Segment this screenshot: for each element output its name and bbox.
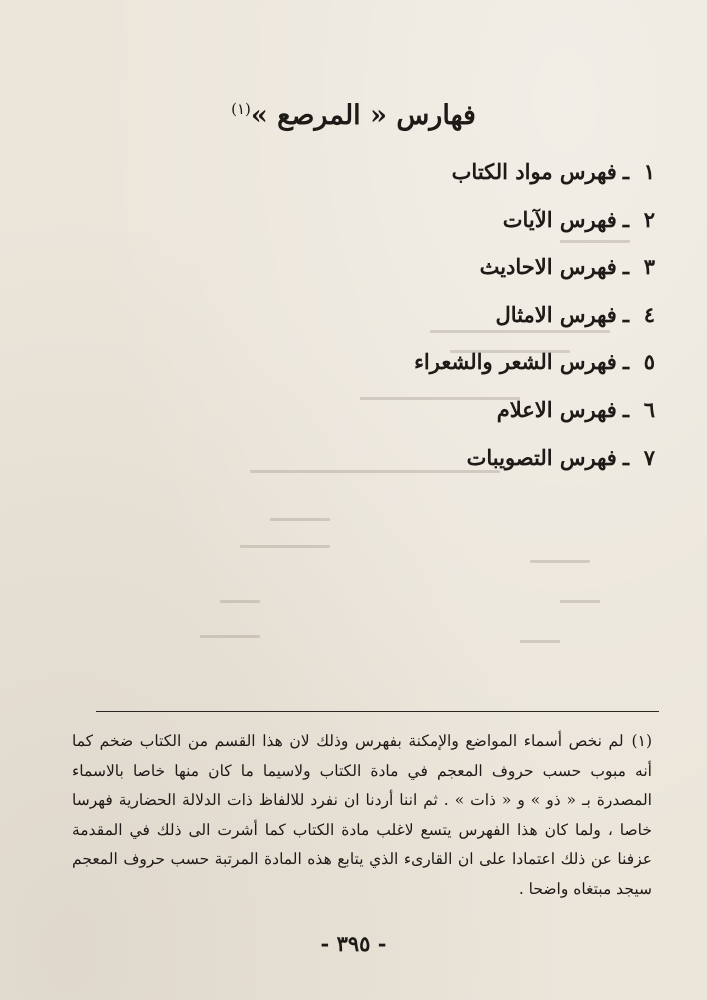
index-item-dash: ـ (622, 301, 629, 327)
footnote-divider (96, 711, 659, 712)
footnote-text: لم نخص أسماء المواضع والإمكنة بفهرس وذلك لان هذا القسم من الكتاب ضخم كما أنه مبوب حسب حروف المعجم في مادة الكتاب ولاسيما ما كان منها خاصا بالاسماء المصدرة بـ « ذو » و « ذات » . ثم اننا أردنا ان نفرد للالفاظ ذات الدلالة الحضارية فهرسا خاصا ، ولما كان هذا الفهرس يتسع لاغلب مادة الكتاب كما أشرت الى ذلك في المقدمة عزفنا عن ذلك اعتمادا على ان القارىء الذي يتابع هذه المادة المرتبة حسب حروف المعجم سيجد مبتغاه واضحا . (72, 732, 652, 898)
index-item (135, 438, 655, 486)
index-item-number: ٥ (643, 349, 655, 375)
index-item-dash: ـ (622, 206, 629, 232)
title-footnote-ref: (١) (231, 100, 251, 119)
index-item-number: ٧ (643, 444, 655, 470)
index-item (135, 152, 655, 200)
footnote (72, 727, 652, 904)
index-item-number: ٢ (643, 206, 655, 232)
index-item-label: فهرس مواد الكتاب (451, 159, 617, 184)
index-item (135, 342, 655, 390)
index-item-label: فهرس التصويبات (466, 444, 617, 470)
index-item (135, 390, 655, 438)
index-item-label: فهرس الاحاديث (479, 254, 617, 280)
index-item-number: ٦ (643, 396, 655, 422)
index-item-number: ٣ (643, 254, 655, 280)
index-item-dash: ـ (622, 254, 629, 280)
index-item-dash: ـ (622, 444, 629, 470)
index-item (135, 200, 655, 248)
index-item-label: فهرس الآيات (502, 206, 617, 232)
index-item-label: فهرس الاعلام (496, 396, 617, 422)
index-item-dash: ـ (622, 349, 629, 375)
index-item-dash: ـ (622, 159, 629, 184)
index-item (135, 247, 655, 295)
index-item-label: فهرس الشعر والشعراء (414, 349, 617, 375)
page-title (0, 100, 707, 131)
title-text: فهارس « المرصع » (250, 100, 476, 132)
page-number: - ٣٩٥ - (320, 931, 387, 956)
index-item (135, 295, 655, 343)
index-item-dash: ـ (622, 396, 629, 422)
footnote-mark: (١) (631, 732, 652, 750)
index-item-number: ١ (643, 159, 655, 184)
index-item-label: فهرس الامثال (495, 301, 617, 327)
index-list (135, 152, 655, 485)
index-item-number: ٤ (643, 301, 655, 327)
